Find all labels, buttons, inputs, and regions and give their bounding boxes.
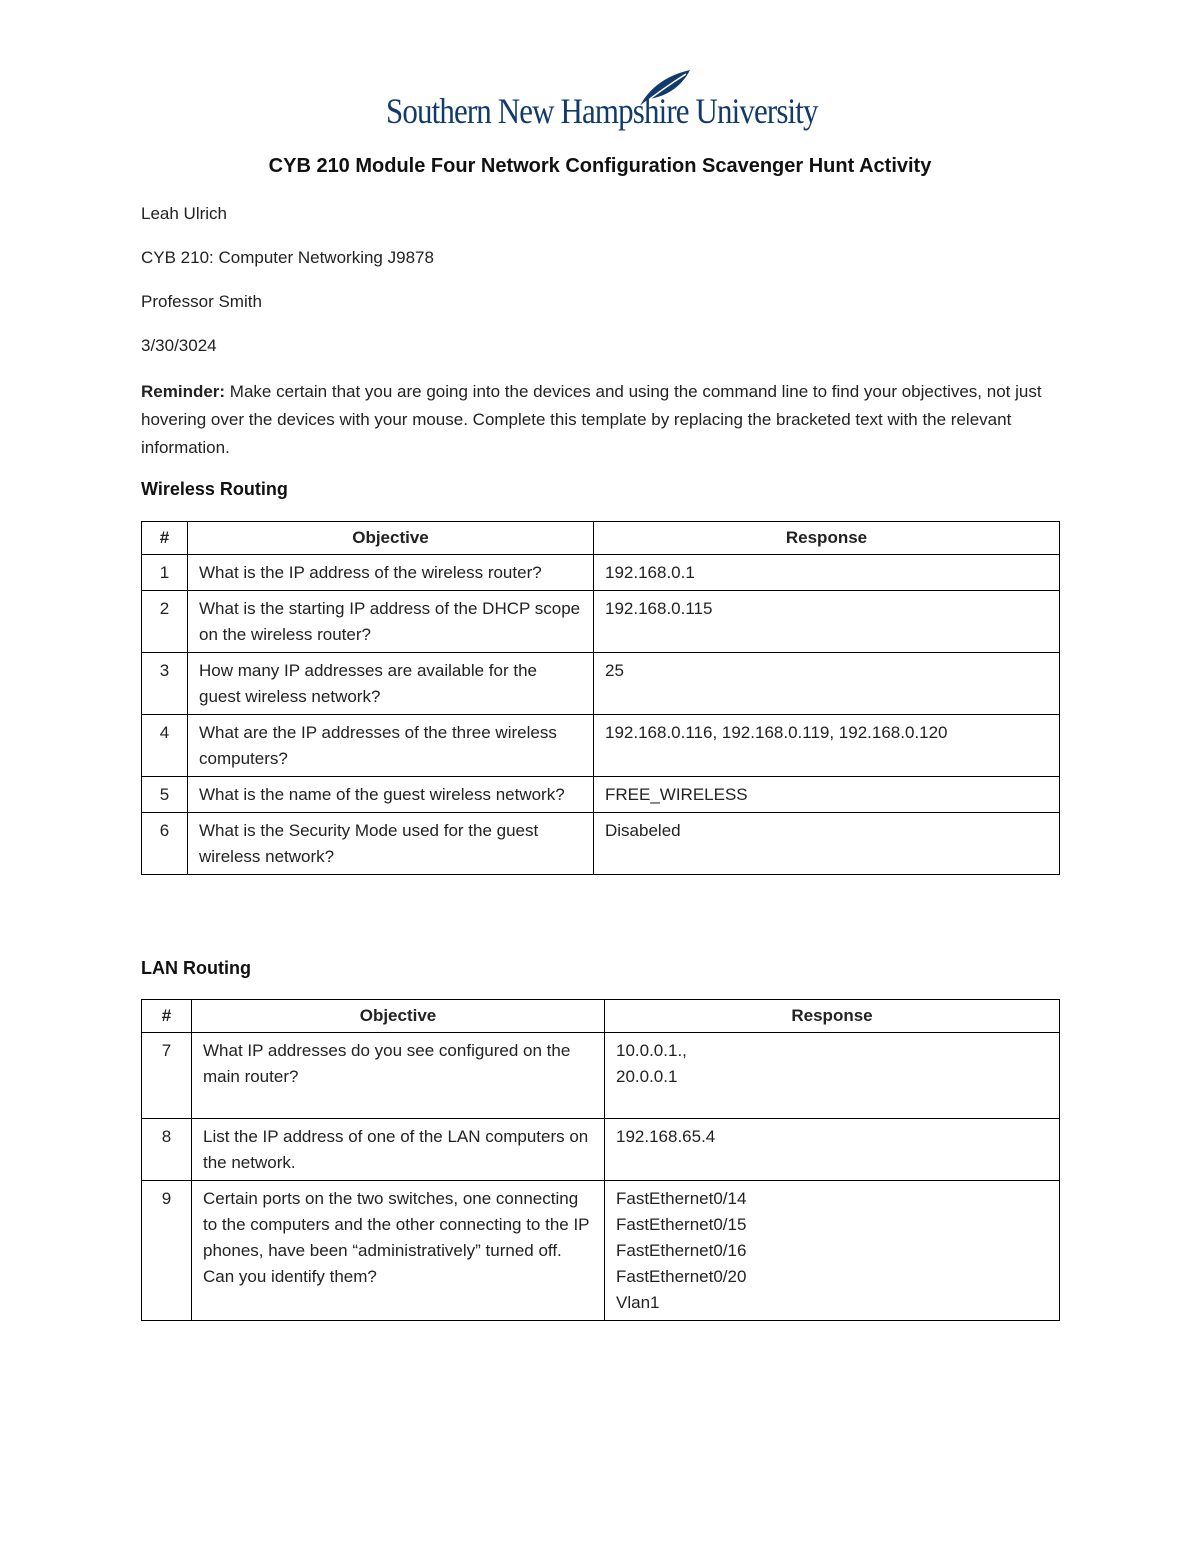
- row-response: [605, 1119, 1060, 1181]
- row-number: 5: [142, 777, 188, 813]
- row-response: 25: [594, 653, 1060, 715]
- table-row: [142, 653, 1060, 715]
- column-header-objective: Objective: [192, 1000, 605, 1033]
- course-name: CYB 210: Computer Networking J9878: [141, 248, 434, 267]
- row-objective: What IP addresses do you see configured on the main router?: [192, 1033, 605, 1119]
- row-number: 6: [142, 813, 188, 875]
- row-objective: What is the starting IP address of the DHCP scope on the wireless router?: [188, 591, 594, 653]
- response-line: FastEthernet0/15: [616, 1215, 747, 1234]
- column-header-response: Response: [605, 1000, 1060, 1033]
- table-row: [142, 777, 1060, 813]
- table-row: [142, 715, 1060, 777]
- row-objective: List the IP address of one of the LAN computers on the network.: [192, 1119, 605, 1181]
- student-name: Leah Ulrich: [141, 204, 227, 223]
- row-objective: What is the IP address of the wireless router?: [188, 555, 594, 591]
- row-number: 3: [142, 653, 188, 715]
- column-header-objective: Objective: [188, 522, 594, 555]
- row-number: 2: [142, 591, 188, 653]
- row-response: FREE_WIRELESS: [594, 777, 1060, 813]
- row-response: 192.168.0.115: [594, 591, 1060, 653]
- row-objective: Certain ports on the two switches, one connecting to the computers and the other connecting to the IP phones, have been “administratively” turned off. Can you identify them?: [192, 1181, 605, 1321]
- row-response: Disabeled: [594, 813, 1060, 875]
- row-objective: How many IP addresses are available for the guest wireless network?: [188, 653, 594, 715]
- table-row: [142, 813, 1060, 875]
- university-name: Southern New Hampshire University: [386, 91, 818, 131]
- table-header-row: [142, 522, 1060, 555]
- response-line: FastEthernet0/14: [616, 1189, 747, 1208]
- wireless-routing-heading: Wireless Routing: [141, 479, 288, 499]
- table-row: [142, 1119, 1060, 1181]
- lan-routing-heading: LAN Routing: [141, 958, 251, 978]
- reminder-paragraph: [141, 378, 1071, 462]
- table-row: [142, 1033, 1060, 1119]
- row-objective: What is the name of the guest wireless network?: [188, 777, 594, 813]
- response-line: 10.0.0.1.,: [616, 1041, 687, 1060]
- row-number: 9: [142, 1181, 192, 1321]
- document-date: 3/30/3024: [141, 336, 217, 355]
- column-header-number: #: [142, 522, 188, 555]
- row-number: 7: [142, 1033, 192, 1119]
- row-number: 8: [142, 1119, 192, 1181]
- row-number: 1: [142, 555, 188, 591]
- response-line: 192.168.65.4: [616, 1127, 716, 1146]
- table-row: [142, 1181, 1060, 1321]
- reminder-text: Make certain that you are going into the devices and using the command line to find your objectives, not just hovering over the devices with your mouse. Complete this template by replacing the bracketed text with the relevant information.: [141, 382, 1042, 457]
- university-logo: [386, 68, 816, 138]
- response-line: Vlan1: [616, 1293, 660, 1312]
- wireless-routing-table: [141, 521, 1060, 875]
- row-response: 192.168.0.1: [594, 555, 1060, 591]
- row-objective: What is the Security Mode used for the guest wireless network?: [188, 813, 594, 875]
- reminder-label: Reminder:: [141, 382, 226, 401]
- table-row: [142, 555, 1060, 591]
- column-header-number: #: [142, 1000, 192, 1033]
- row-response: [605, 1181, 1060, 1321]
- column-header-response: Response: [594, 522, 1060, 555]
- row-number: 4: [142, 715, 188, 777]
- row-objective: What are the IP addresses of the three wireless computers?: [188, 715, 594, 777]
- professor-name: Professor Smith: [141, 292, 262, 311]
- response-line: 20.0.0.1: [616, 1067, 678, 1086]
- table-row: [142, 591, 1060, 653]
- row-response: 192.168.0.116, 192.168.0.119, 192.168.0.120: [594, 715, 1060, 777]
- response-line: FastEthernet0/20: [616, 1267, 747, 1286]
- lan-routing-table: [141, 999, 1060, 1321]
- table-header-row: [142, 1000, 1060, 1033]
- row-response: [605, 1033, 1060, 1119]
- response-line: FastEthernet0/16: [616, 1241, 747, 1260]
- document-title: CYB 210 Module Four Network Configuration Scavenger Hunt Activity: [268, 155, 932, 177]
